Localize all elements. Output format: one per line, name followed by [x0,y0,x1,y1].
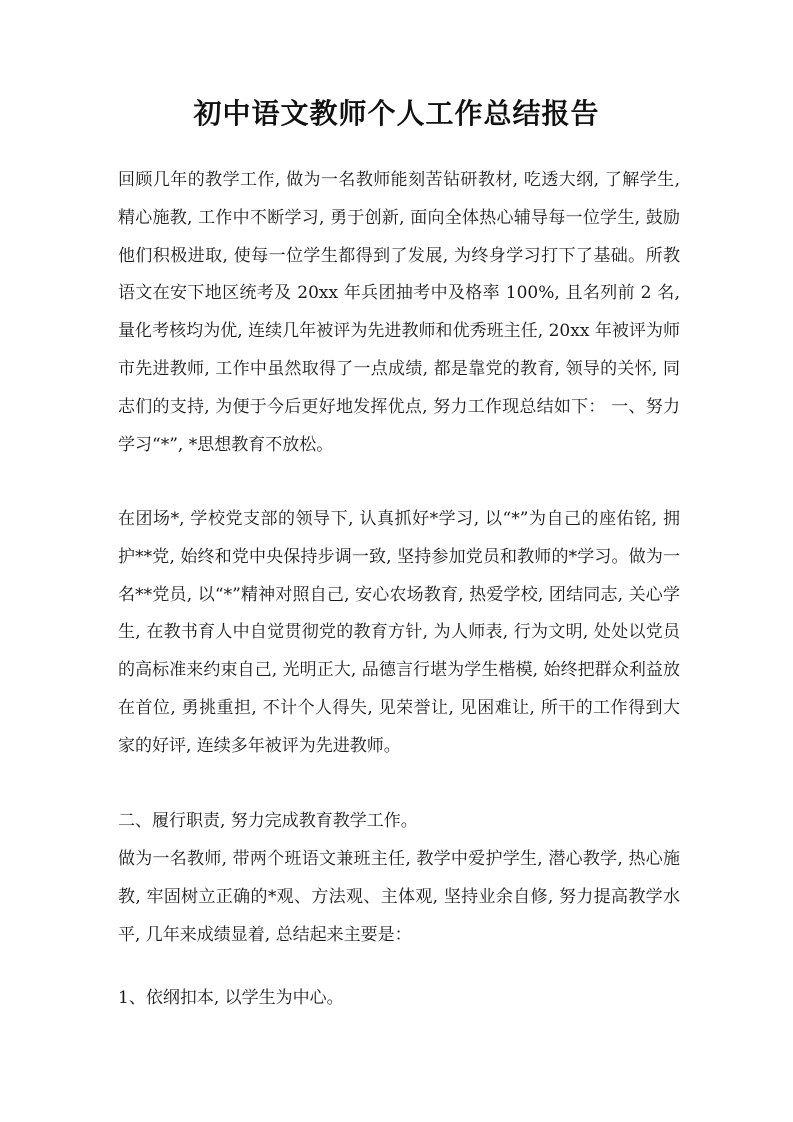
paragraph-intro: 回顾几年的教学工作, 做为一名教师能刻苦钻研教材, 吃透大纲, 了解学生, 精心施教, 工作中不断学习, 勇于创新, 面向全体热心辅导每一位学生, 鼓励他们积极进取, 使每一位学生都得到了发展, 为终身学习打下了基础。所教语文在安下地区统考及 20xx 年兵团抽考中及格率 100%, 且名列前 2 名, 量化考核均为优, 连续几年被评为先进教师和优秀班主任, 20xx 年被评为师市先进教师, 工作中虽然取得了一点成绩, 都是靠党的教育, 领导的关怀, 同志们的支持, 为便于今后更好地发挥优点, 努力工作现总结如下： 一、努力学习“*”, *思想教育不放松。 [118,170,680,455]
subsection-heading-1: 1、依纲扣本, 以学生为中心。 [118,988,344,1008]
paragraph-teaching-work: 做为一名教师, 带两个班语文兼班主任, 教学中爱护学生, 潜心教学, 热心施教, 牢固树立正确的*观、方法观、主体观, 坚持业余自修, 努力提高教学水平, 几年来成绩显着, 总结起来主要是： [118,849,680,945]
paragraph-political-study: 在团场*, 学校党支部的领导下, 认真抓好*学习, 以“*”为自己的座佑铭, 拥护**党, 始终和党中央保持步调一致, 坚持参加党员和教师的*学习。做为一名**党员, 以“*”精神对照自己, 安心农场教育, 热爱学校, 团结同志, 关心学生, 在教书育人中自觉贯彻党的教育方针, 为人师表, 行为文明, 处处以党员的高标准来约束自己, 光明正大, 品德言行堪为学生楷模, 始终把群众利益放在首位, 勇挑重担, 不计个人得失, 见荣誉让, 见困难让, 所干的工作得到大家的好评, 连续多年被评为先进教师。 [118,509,680,756]
section-heading-duties: 二、履行职责, 努力完成教育教学工作。 [118,811,418,831]
document-title: 初中语文教师个人工作总结报告 [193,97,600,130]
